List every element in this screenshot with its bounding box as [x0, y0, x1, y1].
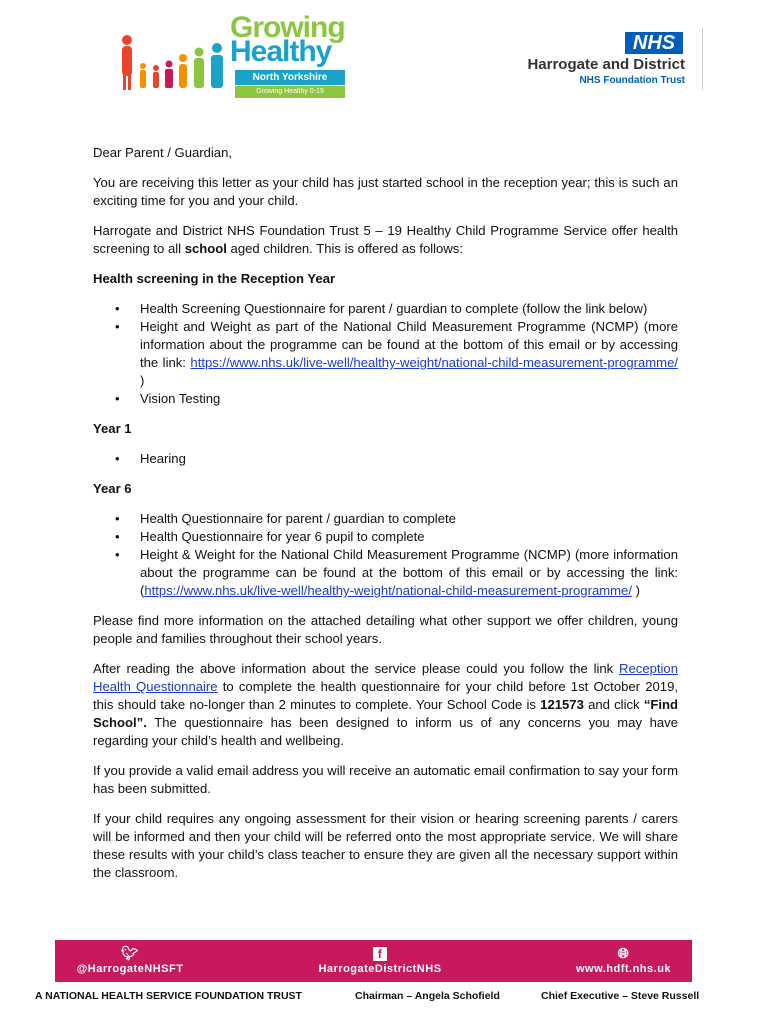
list-item: • Health Questionnaire for parent / guardian to complete	[93, 510, 678, 528]
list-item: • Health Screening Questionnaire for parent / guardian to complete (follow the link below)	[93, 300, 678, 318]
reception-questionnaire-link[interactable]: Reception Health Questionnaire	[93, 661, 678, 694]
questionnaire-text-end: The questionnaire has been designed to inform us of any concerns you may have regarding your child’s health and wellbeing.	[93, 715, 678, 748]
website-contact[interactable]	[555, 940, 692, 982]
chairman-label: Chairman – Angela Schofield	[355, 990, 500, 1002]
website-url: www.hdft.nhs.uk	[575, 963, 672, 975]
year6-list	[93, 510, 678, 600]
letter-body	[93, 144, 678, 894]
foundation-trust-label: A NATIONAL HEALTH SERVICE FOUNDATION TRUST	[35, 990, 302, 1002]
questionnaire-paragraph	[93, 660, 678, 750]
and-click-text: and click	[583, 697, 644, 712]
ncmp-after: )	[631, 583, 640, 598]
ncmp-link[interactable]: https://www.nhs.uk/live-well/healthy-weight/national-child-measurement-programme/	[190, 355, 678, 370]
email-confirmation-paragraph: If you provide a valid email address you will receive an automatic email confirmation to say your form has been submitted.	[93, 763, 678, 796]
logo-healthy-text: Healthy	[230, 35, 332, 68]
intro-paragraph: You are receiving this letter as your child has just started school in the reception year; this is such an exciting time for you and your child.	[93, 175, 678, 208]
year1-list	[93, 450, 678, 468]
foundation-trust-name: NHS Foundation Trust	[579, 75, 685, 86]
growing-healthy-logo	[113, 11, 363, 100]
list-item: • Hearing	[93, 450, 678, 468]
list-item: • Vision Testing	[93, 390, 678, 408]
reception-list	[93, 300, 678, 408]
logo-tagline: Growing Healthy 0-19	[235, 86, 345, 98]
more-info-paragraph: Please find more information on the attached detailing what other support we offer children, young people and families throughout their school years.	[93, 613, 678, 646]
twitter-icon: 🐦︎	[120, 945, 140, 961]
list-item: • Health Questionnaire for year 6 pupil to complete	[93, 528, 678, 546]
ncmp-link[interactable]: https://www.nhs.uk/live-well/healthy-weight/national-child-measurement-programme/	[144, 583, 632, 598]
trust-name: Harrogate and District	[527, 56, 685, 73]
list-item	[93, 318, 678, 390]
questionnaire-text-mid: to complete the health questionnaire for your child before 1st October 2019, this should take no-longer than 2 minutes to complete. Your School Code is	[93, 679, 678, 712]
twitter-handle: @HarrogateNHSFT	[76, 963, 184, 975]
offer-bold-school: school	[184, 241, 227, 256]
reception-heading: Health screening in the Reception Year	[93, 271, 336, 286]
year6-heading: Year 6	[93, 481, 132, 496]
children-silhouettes-icon	[113, 14, 233, 100]
ongoing-assessment-paragraph: If your child requires any ongoing assessment for their vision or hearing screening parents / carers will be informed and then your child will be referred onto the most appropriate service. We will share these results with your child’s class teacher to ensure they are given all the necessary support within the classroom.	[93, 811, 678, 880]
salutation: Dear Parent / Guardian,	[93, 145, 233, 160]
offer-paragraph	[93, 222, 678, 258]
facebook-icon: f	[373, 947, 387, 961]
nhs-badge: NHS	[625, 32, 683, 54]
header-divider	[702, 28, 703, 90]
ncmp-text: Height & Weight for the National Child Measurement Programme (NCMP) (more information about the programme can be found at the bottom of this email or by accessing the link: (	[140, 547, 678, 598]
list-item	[93, 546, 678, 600]
twitter-contact[interactable]	[55, 940, 205, 982]
logo-north-yorkshire: North Yorkshire	[235, 70, 345, 85]
nhs-trust-logo	[505, 32, 705, 92]
footer-social-bar	[55, 940, 692, 982]
school-code: 121573	[540, 697, 584, 712]
find-school-text: “Find School”.	[93, 697, 678, 730]
facebook-contact[interactable]	[295, 940, 465, 982]
facebook-handle: HarrogateDistrictNHS	[318, 963, 442, 975]
logo-growing-text: Growing	[230, 11, 345, 44]
offer-text-end: aged children. This is offered as follows:	[226, 241, 463, 256]
ncmp-after: )	[140, 373, 145, 388]
offer-text-start: Harrogate and District NHS Foundation Trust 5 – 19 Healthy Child Programme Service offer health screening to all	[93, 223, 678, 256]
globe-icon: 🌐︎	[617, 945, 630, 961]
questionnaire-text-start: After reading the above information about the service please could you follow the link	[93, 661, 620, 676]
year1-heading: Year 1	[93, 421, 132, 436]
chief-executive-label: Chief Executive – Steve Russell	[541, 990, 700, 1002]
ncmp-text: Height and Weight as part of the National Child Measurement Programme (NCMP) (more information about the programme can be found at the bottom of this email or by accessing the link:	[140, 319, 678, 370]
